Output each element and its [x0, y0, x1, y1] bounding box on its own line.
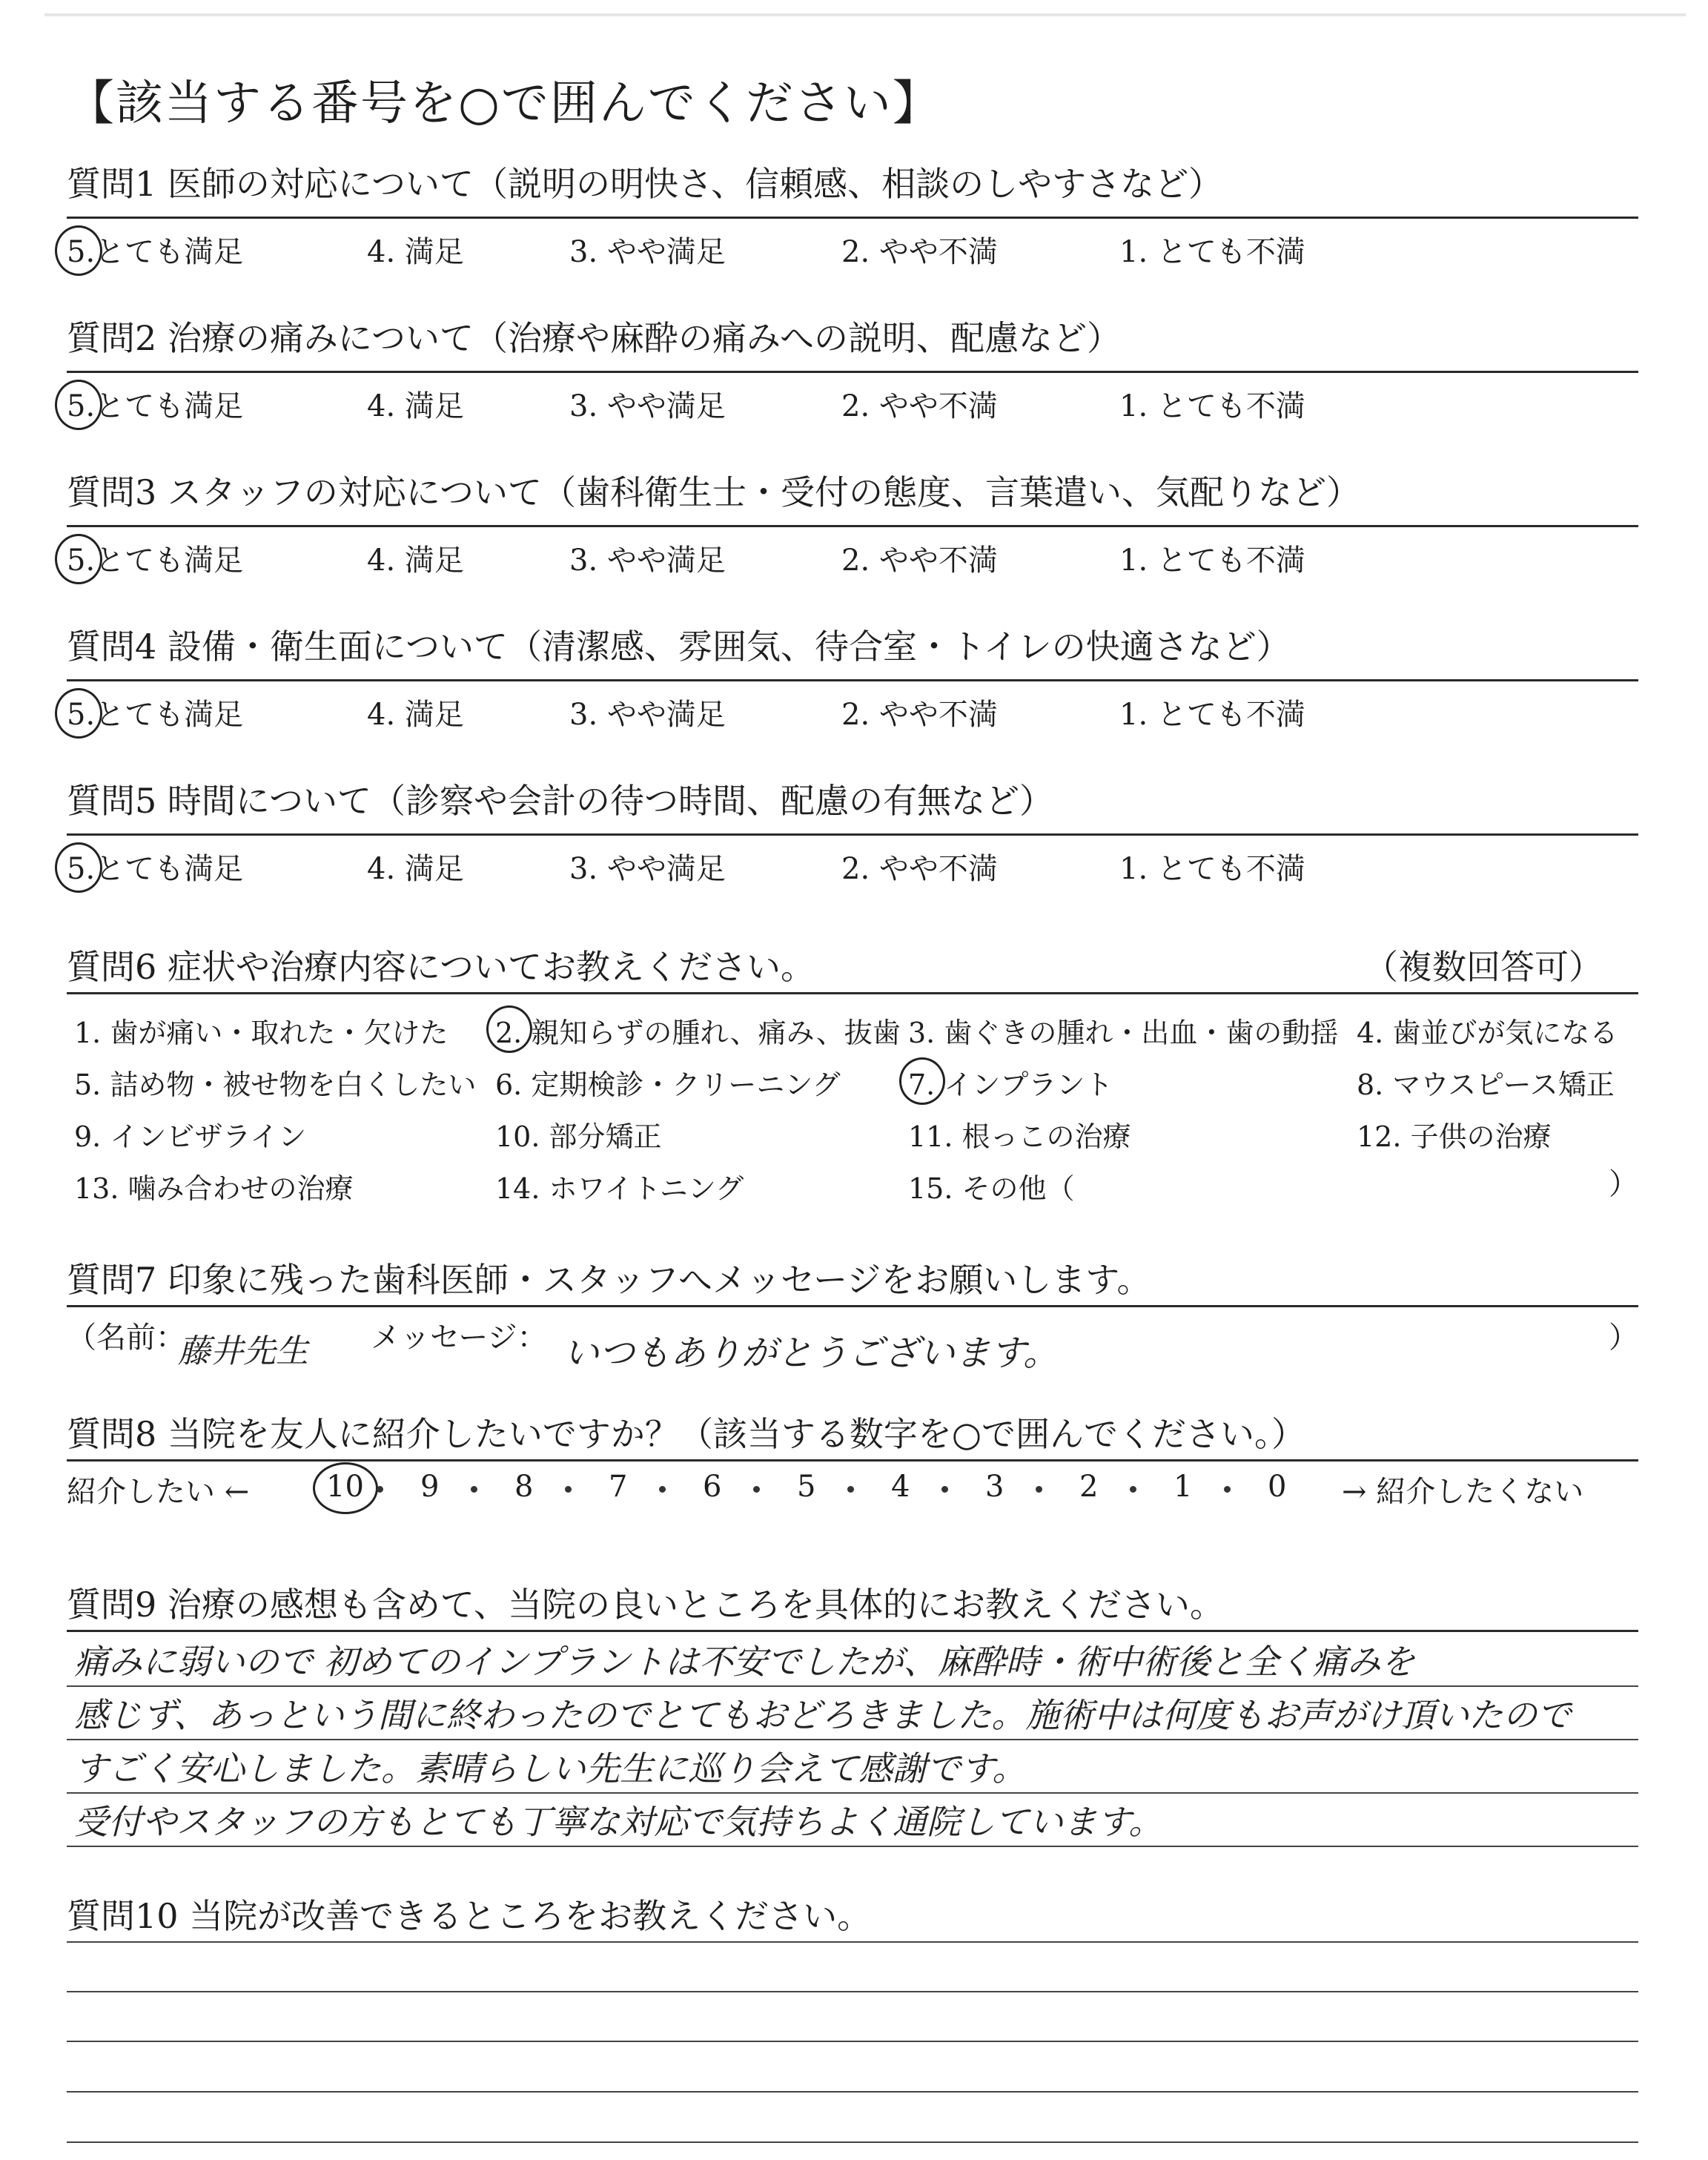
- q8-title: 質問8 当院を友人に紹介したいですか？（該当する数字を○で囲んでください。）: [67, 1414, 1306, 1454]
- q6-option-14: 14. ホワイトニング: [495, 1172, 744, 1205]
- q6-selection-circle-2: [486, 1005, 532, 1053]
- q9-answer-line: 痛みに弱いので 初めてのインプラントは不安でしたが、麻酔時・術中術後と全く痛みを: [74, 1642, 1415, 1682]
- q6-option-1: 1. 歯が痛い・取れた・欠けた: [74, 1017, 448, 1049]
- q8-right-label: → 紹介したくない: [1342, 1475, 1584, 1509]
- q7-name-label: （名前：: [67, 1321, 185, 1355]
- q6-option-8: 8. マウスピース矯正: [1357, 1069, 1615, 1101]
- q8-scale-dot: [1130, 1486, 1136, 1493]
- q6-option-12: 12. 子供の治療: [1357, 1120, 1552, 1153]
- q2-option-1: 1. とても不満: [1119, 389, 1305, 423]
- q7-close-paren: ）: [1609, 1321, 1638, 1355]
- q2-option-2: 2. やや不満: [841, 389, 998, 423]
- q6-option-6: 6. 定期検診・クリーニング: [495, 1069, 841, 1101]
- q1-option-2: 2. やや不満: [841, 235, 998, 269]
- q9-writing-line: [67, 1739, 1638, 1740]
- q3-title: 質問3 スタッフの対応について（歯科衛生士・受付の態度、言葉遣い、気配りなど）: [67, 472, 1360, 512]
- q8-left-label: 紹介したい ←: [67, 1475, 250, 1509]
- q8-scale-6: 6: [703, 1470, 722, 1504]
- q2-selection-circle: [55, 380, 102, 430]
- q8-scale-dot: [1036, 1486, 1042, 1493]
- q7-rule: [67, 1305, 1638, 1307]
- q4-title: 質問4 設備・衛生面について（清潔感、雰囲気、待合室・トイレの快適さなど）: [67, 627, 1291, 667]
- q8-scale-7: 7: [609, 1470, 628, 1504]
- q5-option-5: 5.とても満足: [67, 852, 244, 886]
- q6-rule: [67, 992, 1638, 994]
- q5-rule: [67, 833, 1638, 836]
- q8-scale-dot: [471, 1486, 477, 1493]
- q10-writing-line: [67, 1991, 1638, 1992]
- q2-title: 質問2 治療の痛みについて（治療や麻酔の痛みへの説明、配慮など）: [67, 318, 1122, 358]
- q6-option-9: 9. インビザライン: [74, 1120, 307, 1153]
- q9-answer-line: すごく安心しました。素晴らしい先生に巡り会えて感謝です。: [74, 1748, 1027, 1789]
- q8-scale-1: 1: [1174, 1470, 1193, 1504]
- q5-title: 質問5 時間について（診察や会計の待つ時間、配慮の有無など）: [67, 781, 1053, 821]
- q9-writing-line: [67, 1685, 1638, 1687]
- q9-rule: [67, 1630, 1638, 1632]
- q3-option-5: 5.とても満足: [67, 544, 244, 578]
- q4-selection-circle: [55, 688, 102, 739]
- q5-option-3: 3. やや満足: [569, 852, 726, 886]
- q8-scale-dot: [565, 1486, 572, 1493]
- q4-option-2: 2. やや不満: [841, 698, 998, 732]
- q7-message-value: いつもありがとうございます。: [563, 1332, 1059, 1374]
- q7-title: 質問7 印象に残った歯科医師・スタッフへメッセージをお願いします。: [67, 1260, 1151, 1300]
- q3-rule: [67, 525, 1638, 527]
- q6-option-2: 2. 親知らずの腫れ、痛み、抜歯: [495, 1017, 901, 1049]
- q6-option-3: 3. 歯ぐきの腫れ・出血・歯の動揺: [908, 1017, 1339, 1049]
- q8-scale-dot: [659, 1486, 666, 1493]
- q4-option-1: 1. とても不満: [1119, 698, 1305, 732]
- q3-option-3: 3. やや満足: [569, 544, 726, 578]
- q7-name-value: 藤井先生: [178, 1332, 308, 1370]
- q3-option-4: 4. 満足: [367, 544, 464, 578]
- q4-option-4: 4. 満足: [367, 698, 464, 732]
- q1-option-3: 3. やや満足: [569, 235, 726, 269]
- q3-option-2: 2. やや不満: [841, 544, 998, 578]
- q6-option-11: 11. 根っこの治療: [908, 1120, 1131, 1153]
- q8-scale-3: 3: [985, 1470, 1004, 1504]
- q1-selection-circle: [55, 225, 102, 276]
- q3-selection-circle: [55, 534, 102, 584]
- q8-scale-0: 0: [1268, 1470, 1287, 1504]
- q8-rule: [67, 1459, 1638, 1462]
- q8-selection-circle: [313, 1462, 378, 1514]
- q1-rule: [67, 217, 1638, 219]
- q1-option-1: 1. とても不満: [1119, 235, 1305, 269]
- q8-scale-8: 8: [514, 1470, 534, 1504]
- q9-writing-line: [67, 1792, 1638, 1794]
- q4-option-5: 5.とても満足: [67, 698, 244, 732]
- q8-scale-dot: [941, 1486, 948, 1493]
- q8-scale-9: 9: [420, 1470, 440, 1504]
- q9-answer-line: 受付やスタッフの方もとても丁寧な対応で気持ちよく通院しています。: [74, 1802, 1163, 1842]
- q8-scale-dot: [847, 1486, 854, 1493]
- q10-writing-line: [67, 2141, 1638, 2143]
- q8-scale-dot: [377, 1486, 383, 1493]
- q6-option-10: 10. 部分矯正: [495, 1120, 662, 1153]
- q8-scale-5: 5: [797, 1470, 816, 1504]
- q5-option-2: 2. やや不満: [841, 852, 998, 886]
- q10-title: 質問10 当院が改善できるところをお教えください。: [67, 1896, 872, 1936]
- q5-option-1: 1. とても不満: [1119, 852, 1305, 886]
- q5-selection-circle: [55, 842, 102, 893]
- q6-option-15: 15. その他（: [908, 1172, 1075, 1205]
- q6-selection-circle-7: [899, 1057, 945, 1105]
- form-header: 【該当する番号を○で囲んでください】: [67, 76, 941, 131]
- q1-option-5: 5.とても満足: [67, 235, 244, 269]
- q6-option-5: 5. 詰め物・被せ物を白くしたい: [74, 1069, 477, 1101]
- q5-option-4: 4. 満足: [367, 852, 464, 886]
- q3-option-1: 1. とても不満: [1119, 544, 1305, 578]
- q1-title: 質問1 医師の対応について（説明の明快さ、信頼感、相談のしやすさなど）: [67, 164, 1223, 204]
- q6-option-4: 4. 歯並びが気になる: [1357, 1017, 1618, 1049]
- q10-writing-line: [67, 2091, 1638, 2093]
- q4-rule: [67, 679, 1638, 681]
- q9-title: 質問9 治療の感想も含めて、当院の良いところを具体的にお教えください。: [67, 1585, 1224, 1625]
- q8-scale-dot: [1224, 1486, 1231, 1493]
- q2-rule: [67, 371, 1638, 373]
- q6-close-paren: ）: [1609, 1167, 1638, 1201]
- q6-option-7: 7. インプラント: [908, 1069, 1113, 1101]
- q8-scale-2: 2: [1079, 1470, 1099, 1504]
- q8-scale-10: 10: [326, 1470, 364, 1504]
- q2-option-4: 4. 満足: [367, 389, 464, 423]
- q10-writing-line: [67, 2041, 1638, 2042]
- q10-writing-line: [67, 1941, 1638, 1943]
- q7-message-label: メッセージ：: [371, 1321, 547, 1355]
- q6-title: 質問6 症状や治療内容についてお教えください。: [67, 947, 815, 987]
- q9-answer-line: 感じず、あっという間に終わったのでとてもおどろきました。施術中は何度もお声がけ頂いたので: [74, 1695, 1572, 1735]
- q4-option-3: 3. やや満足: [569, 698, 726, 732]
- q8-scale-dot: [753, 1486, 760, 1493]
- q6-option-13: 13. 噛み合わせの治療: [74, 1172, 354, 1205]
- q8-scale-4: 4: [891, 1470, 910, 1504]
- q2-option-3: 3. やや満足: [569, 389, 726, 423]
- q9-writing-line: [67, 1846, 1638, 1847]
- q2-option-5: 5.とても満足: [67, 389, 244, 423]
- q6-note: （複数回答可）: [1364, 947, 1603, 987]
- q1-option-4: 4. 満足: [367, 235, 464, 269]
- top-edge-rule: [44, 13, 1686, 16]
